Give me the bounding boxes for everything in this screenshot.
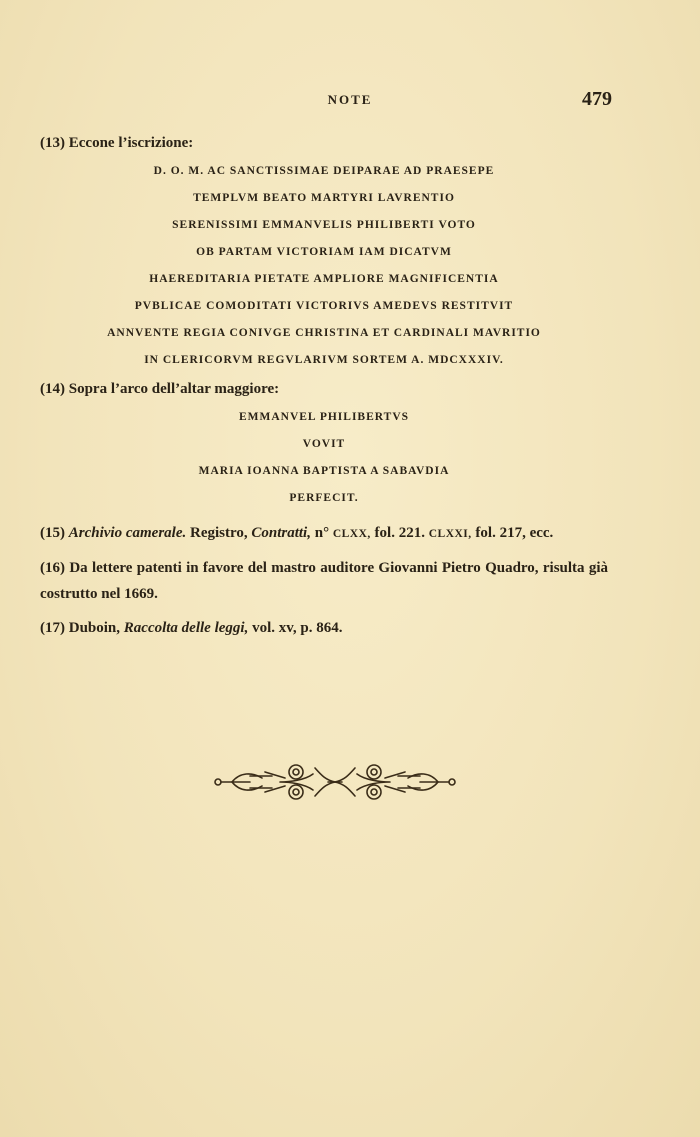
note-text: Da lettere patenti in favore del mastro auditore Giovanni Pietro Quadro, risulta già costrutto nel 1669. bbox=[40, 560, 609, 602]
inscription-line: SERENISSIMI EMMANVELIS PHILIBERTI VOTO bbox=[172, 219, 476, 231]
note-16 bbox=[40, 555, 608, 607]
note-marker: (16) bbox=[40, 560, 65, 576]
note-text: n° bbox=[310, 525, 333, 541]
note-text: Eccone l’iscrizione: bbox=[68, 135, 194, 151]
note-text: Duboin, bbox=[68, 620, 124, 636]
inscription-line: EMMANVEL PHILIBERTVS bbox=[238, 411, 410, 423]
inscription-line: PVBLICAE COMODITATI VICTORIVS AMEDEVS RESTITVIT bbox=[134, 300, 514, 312]
inscription-line: PERFECIT. bbox=[289, 492, 359, 504]
floral-ornament-icon bbox=[210, 760, 460, 804]
inscription-14 bbox=[40, 404, 608, 512]
note-14 bbox=[40, 376, 608, 402]
note-marker: (15) bbox=[40, 525, 65, 541]
inscription-13 bbox=[40, 158, 608, 374]
inscription-line: OB PARTAM VICTORIAM IAM DICATVM bbox=[196, 246, 452, 258]
note-marker: (17) bbox=[40, 620, 65, 636]
running-header: NOTE bbox=[327, 92, 373, 107]
inscription-line: TEMPLVM BEATO MARTYRI LAVRENTIO bbox=[193, 192, 455, 204]
italic-title: Raccolta delle leggi, bbox=[123, 620, 249, 636]
notes-body bbox=[40, 130, 608, 641]
note-marker: (14) bbox=[40, 381, 65, 397]
page-number: 479 bbox=[582, 88, 612, 110]
note-15 bbox=[40, 520, 608, 547]
note-marker: (13) bbox=[40, 135, 65, 151]
note-13 bbox=[40, 130, 608, 156]
inscription-line: HAEREDITARIA PIETATE AMPLIORE MAGNIFICENTIA bbox=[149, 273, 499, 285]
note-text: fol. 217, ecc. bbox=[471, 525, 554, 541]
note-text: Sopra l’arco dell’altar maggiore: bbox=[68, 381, 280, 397]
inscription-line: VOVIT bbox=[302, 438, 346, 450]
note-text: vol. xv, p. 864. bbox=[248, 620, 343, 636]
inscription-line: IN CLERICORVM REGVLARIVM SORTEM A. MDCXXXIV. bbox=[144, 354, 504, 366]
italic-title: Contratti, bbox=[251, 525, 311, 541]
note-text: Registro, bbox=[186, 525, 252, 541]
inscription-line: ANNVENTE REGIA CONIVGE CHRISTINA ET CARDINALI MAVRITIO bbox=[107, 327, 541, 339]
note-17 bbox=[40, 615, 608, 641]
roman-numeral: CLXXI, bbox=[428, 528, 472, 540]
inscription-line: D. O. M. AC SANCTISSIMAE DEIPARAE AD PRAESEPE bbox=[153, 165, 495, 177]
note-text: fol. 221. bbox=[370, 525, 429, 541]
roman-numeral: CLXX, bbox=[332, 528, 371, 540]
inscription-line: MARIA IOANNA BAPTISTA A SABAVDIA bbox=[198, 465, 450, 477]
italic-title: Archivio camerale. bbox=[68, 525, 187, 541]
